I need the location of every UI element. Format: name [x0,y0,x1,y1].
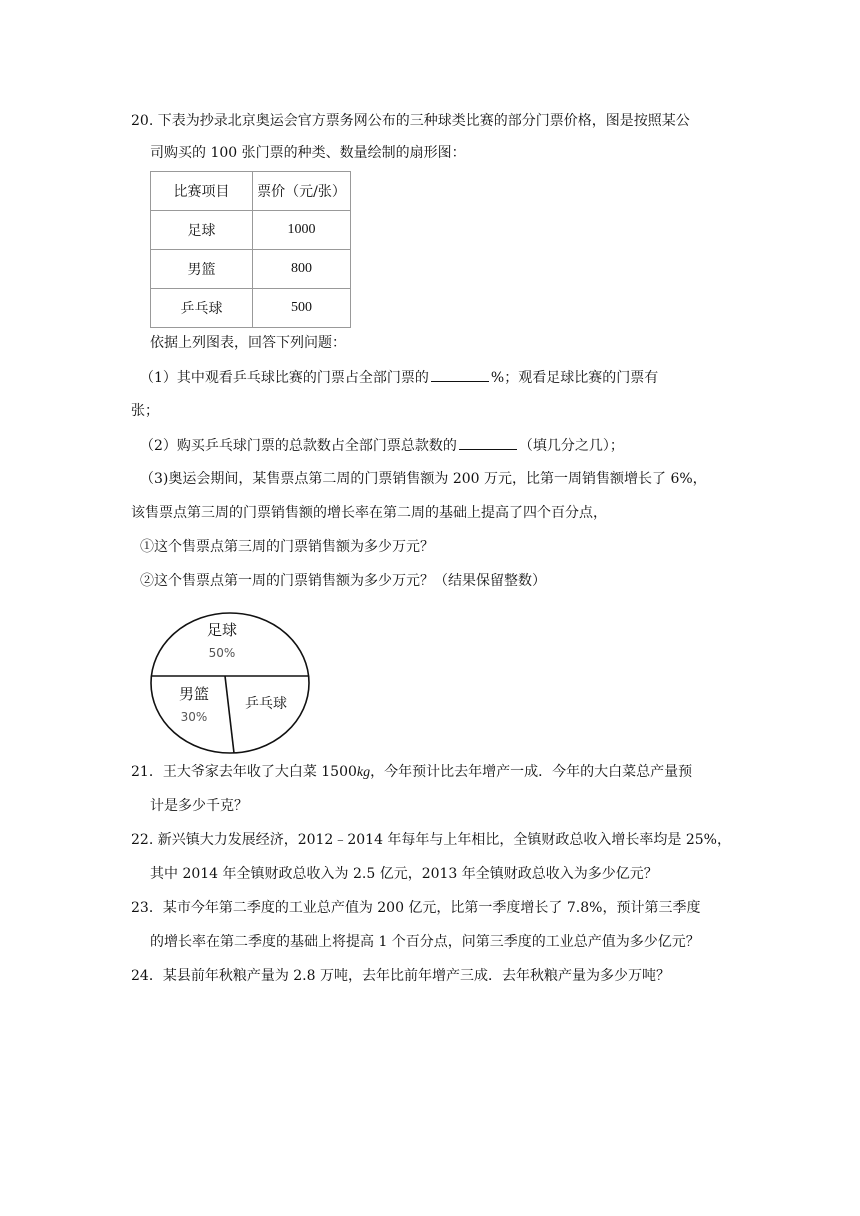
q20-part-3-line-1: （3)奥运会期间，某售票点第二周的门票销售额为 200 万元，比第一周销售额增长了 6%， [140,471,707,487]
q21-line-1 [131,762,692,783]
q20-line-1: 20. 下表为抄录北京奥运会官方票务网公布的三种球类比赛的部分门票价格，图是按照某公 [131,113,690,129]
q21-text-a: 21．王大爷家去年收了大白菜 1500 [131,764,357,780]
ticket-price-table [150,171,351,328]
q20-part-1-cont: 张； [131,403,159,419]
table-cell-event: 足球 [151,211,253,250]
answer-blank[interactable] [431,367,489,382]
q20-part-1 [140,367,658,388]
q20-part-2-text-a: （2）购买乒乓球门票的总款数占全部门票总款数的 [140,438,457,454]
pie-label-football: 足球 [206,621,238,639]
q20-part-2-text-b: （填几分之几）； [518,438,624,454]
pie-pct-basketball: 30% [180,710,208,724]
table-cell-price: 500 [253,289,351,328]
q23-line-2: 的增长率在第二季度的基础上将提高 1 个百分点，问第三季度的工业总产值为多少亿元？ [150,934,700,950]
table-row [151,250,351,289]
pie-pct-football: 50% [208,646,236,660]
table-row [151,172,351,211]
pie-label-basketball: 男篮 [178,685,210,703]
q21-text-b: ，今年预计比去年增产一成．今年的大白菜总产量预 [370,764,693,780]
q20-part-3-sub-1: ①这个售票点第三周的门票销售额为多少万元？ [140,539,434,555]
q20-line-2: 司购买的 100 张门票的种类、数量绘制的扇形图： [150,145,466,161]
table-header-price: 票价（元/张） [253,172,351,211]
q24-line-1: 24．某县前年秋粮产量为 2.8 万吨，去年比前年增产三成．去年秋粮产量为多少万吨？ [131,968,670,984]
q20-part-1-text-b: %；观看足球比赛的门票有 [490,370,659,386]
table-cell-event: 乒乓球 [151,289,253,328]
table-cell-price: 800 [253,250,351,289]
table-header-event: 比赛项目 [151,172,253,211]
answer-blank[interactable] [459,435,517,450]
table-row [151,211,351,250]
q20-intro: 依据上列图表，回答下列问题： [150,335,346,351]
q21-unit: kg [356,765,371,780]
q22-line-1: 22. 新兴镇大力发展经济，2012﹣2014 年每年与上年相比，全镇财政总收入增长率均是 25%， [131,832,731,848]
ticket-pie-chart [148,610,314,756]
q20-part-3-line-2: 该售票点第三周的门票销售额的增长率在第二周的基础上提高了四个百分点， [131,505,607,521]
q20-part-3-sub-2: ②这个售票点第一周的门票销售额为多少万元？（结果保留整数） [140,573,546,589]
q20-part-1-text-a: （1）其中观看乒乓球比赛的门票占全部门票的 [140,370,429,386]
table-row [151,289,351,328]
q22-line-2: 其中 2014 年全镇财政总收入为 2.5 亿元，2013 年全镇财政总收入为多少亿元？ [150,866,658,882]
pie-label-pingpong: 乒乓球 [245,696,287,712]
table-cell-price: 1000 [253,211,351,250]
q23-line-1: 23．某市今年第二季度的工业总产值为 200 亿元，比第一季度增长了 7.8%，预计第三季度 [131,900,701,916]
q21-line-2: 计是多少千克？ [150,798,248,814]
q20-part-2 [140,435,624,456]
table-cell-event: 男篮 [151,250,253,289]
